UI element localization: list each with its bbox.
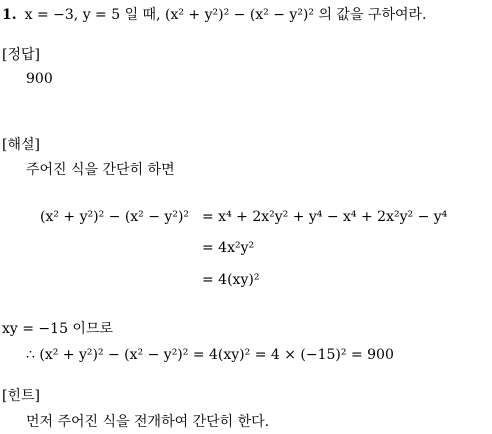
- hint-text: 먼저 주어진 식을 전개하여 간단히 한다.: [26, 414, 270, 430]
- explanation-heading: [해설]: [2, 137, 40, 153]
- explanation-given: xy = −15 이므로: [2, 321, 114, 337]
- explanation-conclusion: ∴ (x² + y²)² − (x² − y²)² = 4(xy)² = 4 × (−15)² = 900: [26, 347, 394, 363]
- hint-heading: [힌트]: [2, 388, 40, 404]
- answer-value: 900: [26, 71, 53, 87]
- equation-rhs-3: = 4(xy)²: [202, 272, 260, 288]
- problem-statement: [2, 6, 426, 24]
- answer-heading: [정답]: [2, 47, 40, 63]
- equation-rhs-1: = x⁴ + 2x²y² + y⁴ − x⁴ + 2x²y² − y⁴: [202, 209, 448, 225]
- equation-lhs: (x² + y²)² − (x² − y²)²: [40, 209, 190, 225]
- problem-number: 1.: [2, 7, 17, 23]
- explanation-intro: 주어진 식을 간단히 하면: [26, 162, 175, 178]
- problem-text: x = −3, y = 5 일 때, (x² + y²)² − (x² − y²)² 의 값을 구하여라.: [24, 7, 427, 23]
- equation-rhs-2: = 4x²y²: [202, 240, 255, 256]
